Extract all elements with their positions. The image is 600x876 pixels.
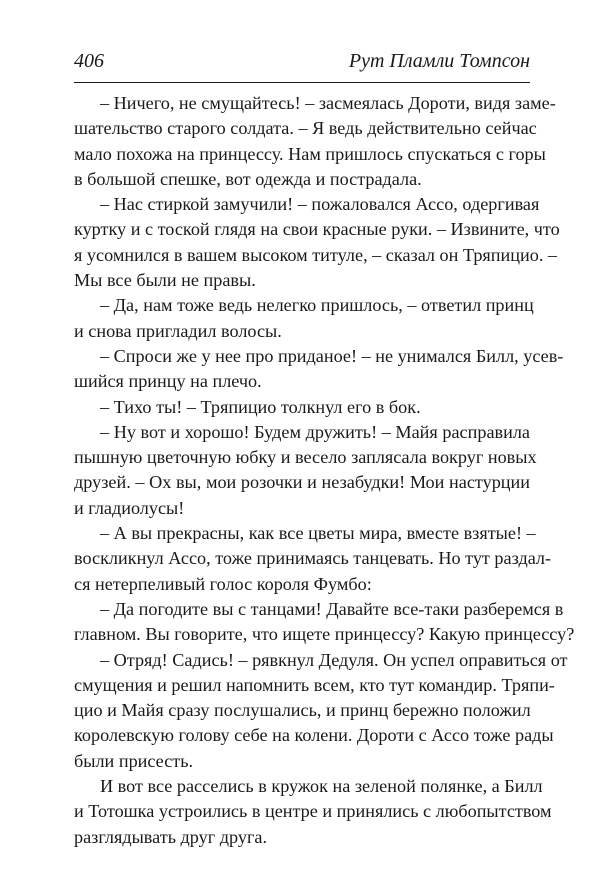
paragraph [74,521,552,597]
text-line: и снова пригладил волосы. [74,320,282,341]
paragraph [74,597,575,648]
text-line: куртку и с тоской глядя на свои красные руки. – Извините, что [74,219,560,240]
paragraph [74,648,568,774]
text-line: Мы все были не правы. [74,270,256,291]
text-line: я усомнился в вашем высоком титуле, – сказал он Тряпицио. – [74,244,558,265]
body-text [74,91,575,850]
paragraph [74,395,530,420]
text-line: мало похожа на принцессу. Нам пришлось спускаться с горы [74,143,546,164]
text-line: воскликнул Ассо, тоже принимаясь танцевать. Но тут раздал- [74,548,552,569]
text-line: королевскую голову себе на колени. Дороти с Ассо тоже рады [74,725,554,746]
text-line: – Да, нам тоже ведь нелегко пришлось, – ответил принц [100,295,534,316]
text-line: И вот все расселись в кружок на зеленой полянке, а Билл [100,776,543,797]
paragraph [74,774,552,850]
text-line: в большой спешке, вот одежда и пострадала. [74,168,422,189]
text-line: друзей. – Ох вы, мои розочки и незабудки! Мои настурции [74,472,530,493]
text-line: были присесть. [74,750,194,771]
text-line: – Спроси же у нее про приданое! – не унимался Билл, усев- [100,345,564,366]
text-line: – Да погодите вы с танцами! Давайте все-таки разберемся в [100,598,564,619]
text-line: и Тотошка устроились в центре и принялись с любопытством [74,801,552,822]
paragraph [74,420,537,521]
header-rule [74,82,530,83]
running-head-author: Рут Пламли Томпсон [348,50,530,72]
paragraph [74,91,556,192]
text-line: шательство старого солдата. – Я ведь действительно сейчас [74,118,537,139]
text-line: – Отряд! Садись! – рявкнул Дедуля. Он успел оправиться от [100,649,568,670]
text-line: цио и Майя сразу послушались, и принц бережно положил [74,700,531,721]
text-line: смущения и решил напомнить всем, кто тут командир. Тряпи- [74,674,555,695]
text-line: – Ну вот и хорошо! Будем дружить! – Майя расправила [100,421,530,442]
text-line: – Нас стиркой замучили! – пожаловался Ассо, одергивая [100,194,540,215]
text-line: шийся принцу на плечо. [74,371,262,392]
paragraph [74,293,534,344]
page-number: 406 [74,50,104,72]
text-line: главном. Вы говорите, что ищете принцессу? Какую принцессу? [74,624,575,645]
text-line: – Ничего, не смущайтесь! – засмеялась Дороти, видя заме- [100,93,556,113]
text-line: разглядывать друг друга. [74,826,268,847]
running-head [74,50,530,76]
text-line: – Тихо ты! – Тряпицио толкнул его в бок. [100,396,421,417]
paragraph [74,192,560,293]
text-line: и гладиолусы! [74,497,185,518]
text-line: – А вы прекрасны, как все цветы мира, вместе взятые! – [100,523,536,544]
text-line: пышную цветочную юбку и весело заплясала вокруг новых [74,447,537,468]
paragraph [74,344,564,395]
text-line: ся нетерпеливый голос короля Фумбо: [74,573,372,594]
